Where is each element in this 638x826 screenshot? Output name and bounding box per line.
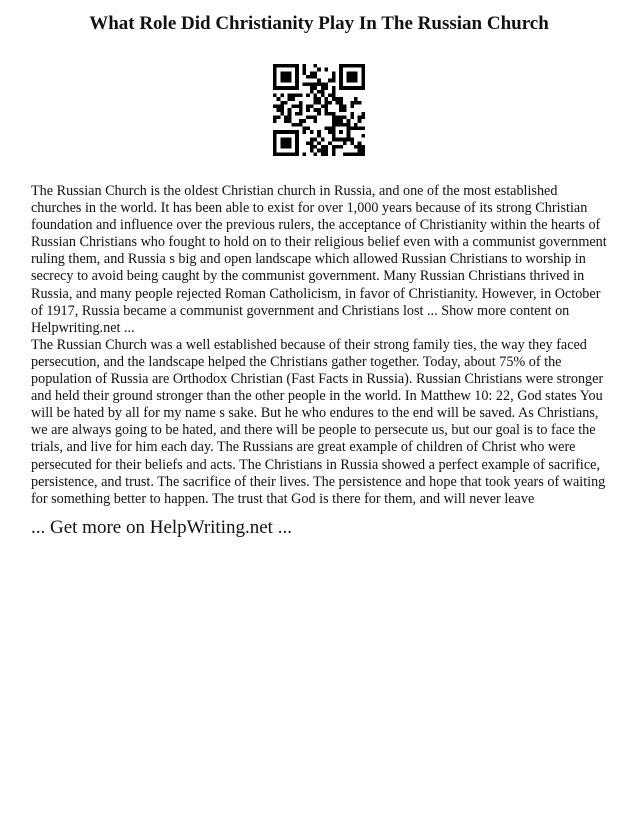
paragraph-1: The Russian Church is the oldest Christian church in Russia, and one of the most established churches in the world. It has been able to exist for over 1,000 years because of its strong Christian foundation and influence over the previous rulers, the acceptance of Christianity within the hearts of Russian Christians who fought to hold on to their religious belief even with a communist government ruling them, and Russia s big and open landscape which allowed Russian Christians to worship in secrecy to avoid being caught by the communist government. Many Russian Christians thrived in Russia, and many people rejected Roman Catholicism, in favor of Christianity. However, in October of 1917, Russia became a communist government and Christians lost ... Show more content on Helpwriting.net ... bbox=[31, 183, 607, 336]
paragraph-2: The Russian Church was a well established because of their strong family ties, the way they faced persecution, and the landscape helped the Christians gather together. Today, about 75% of the population of Russia are Orthodox Christian (Fast Facts in Russia). Russian Christians were stronger and held their ground stronger than the other people in the world. In Matthew 10: 22, God states You will be hated by all for my name s sake. But he who endures to the end will be saved. As Christians, we are always going to be hated, and there will be people to persecute us, but our goal is to face the trials, and live for him each day. The Russians are great example of children of Christ who were persecuted for their beliefs and acts. The Christians in Russia showed a perfect example of sacrifice, persistence, and trust. The sacrifice of their lives. The persistence and hope that took years of waiting for something better to happen. The trust that God is there for them, and will never leave bbox=[31, 336, 606, 507]
get-more-link[interactable]: ... Get more on HelpWriting.net ... bbox=[31, 517, 292, 538]
article-body bbox=[31, 183, 611, 508]
document-title: What Role Did Christianity Play In The Russian Church bbox=[89, 13, 549, 34]
qr-code-icon bbox=[273, 64, 365, 156]
